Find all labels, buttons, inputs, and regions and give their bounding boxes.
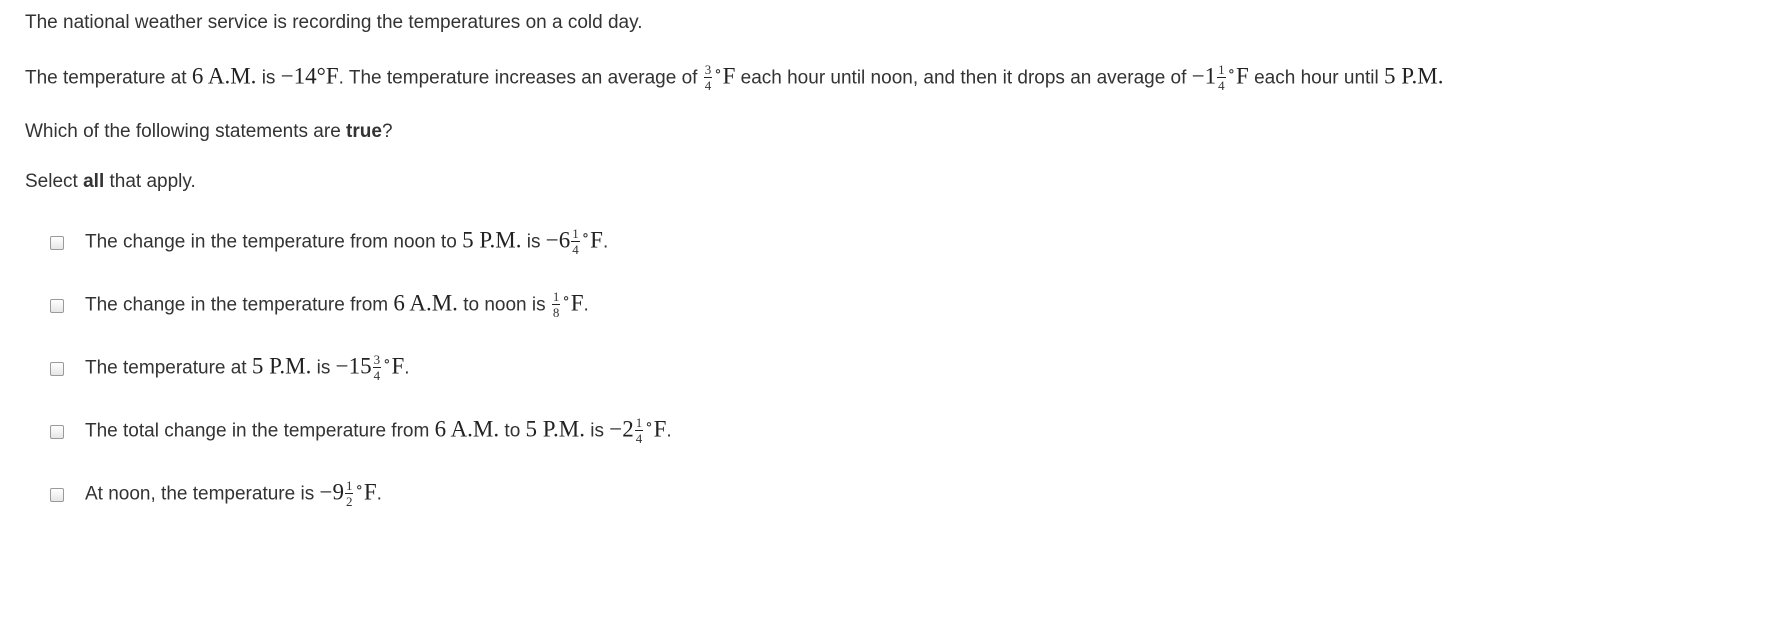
instruction-text: Select all that apply.: [25, 171, 196, 192]
option-1-label: The change in the temperature from noon to 5 P.M. is −6 $\frac{1}{4}$ ∘F.: [85, 226, 609, 257]
option-2-label: The change in the temperature from 6 A.M. to noon is $\frac{1}{8}$ ∘F.: [85, 289, 589, 320]
option-4-checkbox[interactable]: [50, 425, 64, 439]
option-5-label: At noon, the temperature is −9 $\frac{1}{2}$ ∘F.: [85, 478, 382, 509]
answer-option-2[interactable]: [50, 291, 589, 320]
drop-fraction: $\frac{1}{4}$: [1218, 62, 1225, 93]
drop-whole: −1: [1191, 63, 1217, 89]
option-3-checkbox[interactable]: [50, 362, 64, 376]
increase-fraction: $\frac{3}{4}$: [704, 62, 712, 93]
answer-option-1[interactable]: [50, 228, 608, 257]
question-text: Which of the following statements are true?: [25, 121, 393, 142]
time-6am: 6 A.M.: [191, 63, 257, 89]
option-3-label: The temperature at 5 P.M. is −15 $\frac{3}{4}$ ∘F.: [85, 352, 410, 383]
time-5pm: 5 P.M.: [1384, 63, 1444, 89]
answer-option-4[interactable]: [50, 417, 672, 446]
degree-symbol: ∘: [1227, 63, 1236, 80]
option-5-checkbox[interactable]: [50, 488, 64, 502]
answer-option-5[interactable]: [50, 480, 382, 509]
intro-text: The national weather service is recording the temperatures on a cold day.: [25, 12, 643, 33]
option-4-label: The total change in the temperature from 6 A.M. to 5 P.M. is −2 $\frac{1}{4}$ ∘F.: [85, 415, 672, 446]
degree-symbol: ∘: [714, 63, 722, 80]
start-temperature: −14°F: [280, 63, 339, 89]
answer-option-3[interactable]: [50, 354, 410, 383]
option-2-checkbox[interactable]: [50, 299, 64, 313]
option-1-checkbox[interactable]: [50, 236, 64, 250]
problem-text: The temperature at 6 A.M. is −14°F. The temperature increases an average of $\frac{3}{4}$ ∘F each hour until noon, and then it drops an average of −1 $\frac{1}{4}$ ∘F each hour until 5 P.M.: [25, 62, 1444, 93]
